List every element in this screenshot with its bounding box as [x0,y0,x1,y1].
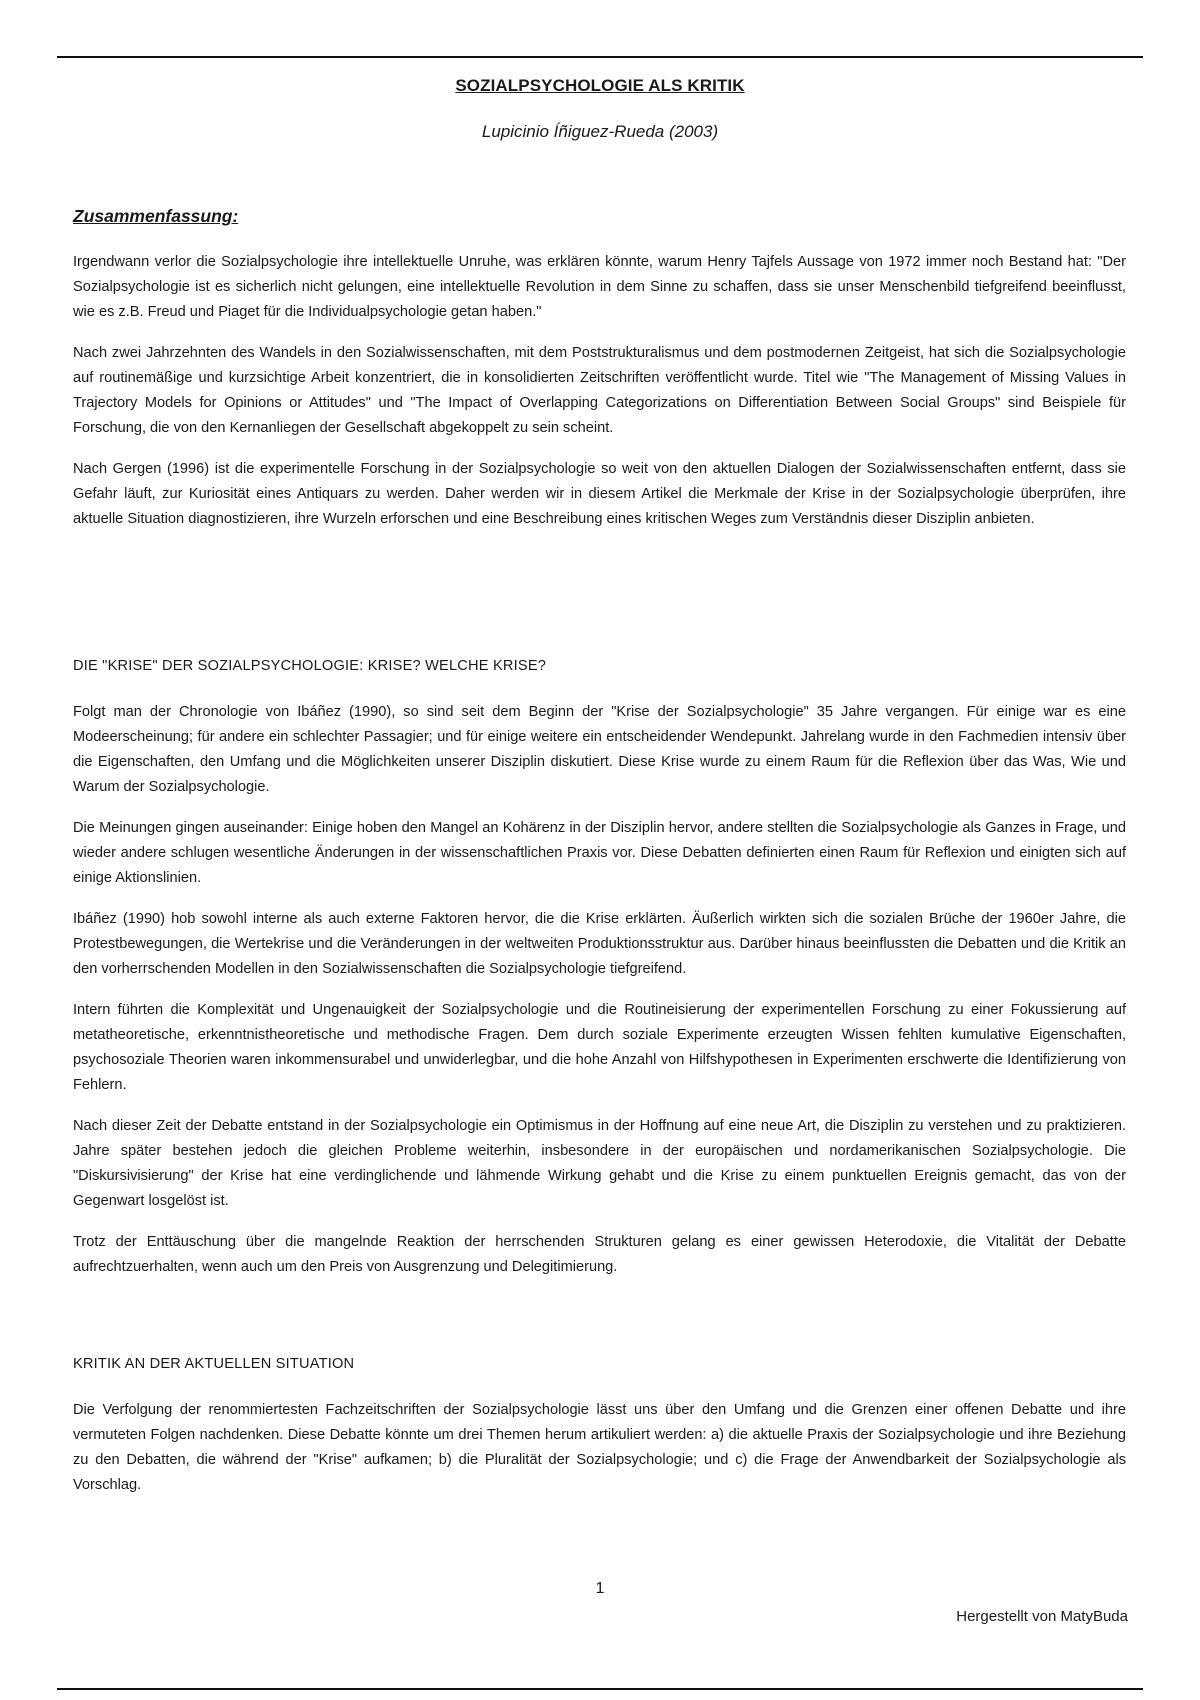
credit-line: Hergestellt von MatyBuda [956,1608,1128,1625]
paragraph: Irgendwann verlor die Sozialpsychologie ihre intellektuelle Unruhe, was erklären könnte, warum Henry Tajfels Aussage von 1972 immer noch Bestand hat: "Der Sozialpsychologie ist es sicherlich nicht gelungen, eine intellektuelle Revolution in dem Sinne zu schaffen, dass sie unser Menschenbild tiefgreifend beeinflusst, wie es z.B. Freud und Piaget für die Individualpsychologie getan haben." [73,254,1126,320]
paragraph: Nach Gergen (1996) ist die experimentelle Forschung in der Sozialpsychologie so weit von den aktuellen Dialogen der Sozialwissenschaften entfernt, dass sie Gefahr läuft, zur Kuriosität eines Antiquars zu werden. Daher werden wir in diesem Artikel die Merkmale der Krise in der Sozialpsychologie überprüfen, ihre aktuelle Situation diagnostizieren, ihre Wurzeln erforschen und eine Beschreibung eines kritischen Weges zum Verständnis dieser Disziplin anbieten. [73,461,1126,527]
paragraph: Trotz der Enttäuschung über die mangelnde Reaktion der herrschenden Strukturen gelang es einer gewissen Heterodoxie, die Vitalität der Debatte aufrechtzuerhalten, wenn auch um den Preis von Ausgrenzung und Delegitimierung. [73,1234,1126,1275]
paragraph: Die Verfolgung der renommiertesten Fachzeitschriften der Sozialpsychologie lässt uns über den Umfang und die Grenzen einer offenen Debatte und ihre vermuteten Folgen nachdenken. Diese Debatte könnte um drei Themen herum artikuliert werden: a) die aktuelle Praxis der Sozialpsychologie und ihre Beziehung zu den Debatten, die während der "Krise" aufkamen; b) die Pluralität der Sozialpsychologie; und c) die Frage der Anwendbarkeit der Sozialpsychologie als Vorschlag. [73,1402,1126,1493]
section-heading-crisis: DIE "KRISE" DER SOZIALPSYCHOLOGIE: KRISE? WELCHE KRISE? [73,658,547,674]
summary-section [73,250,1126,548]
paragraph: Nach zwei Jahrzehnten des Wandels in den Sozialwissenschaften, mit dem Poststrukturalismus und dem postmodernen Zeitgeist, hat sich die Sozialpsychologie auf routinemäßige und kurzsichtige Arbeit konzentriert, die in konsolidierten Zeitschriften veröffentlicht wurde. Titel wie "The Management of Missing Values in Trajectory Models for Opinions or Attitudes" und "The Impact of Overlapping Categorizations on Differentiation Between Social Groups" sind Beispiele für Forschung, die von den Kernanliegen der Gesellschaft abgekoppelt zu sein scheint. [73,345,1126,436]
paragraph: Ibáñez (1990) hob sowohl interne als auch externe Faktoren hervor, die die Krise erklärten. Äußerlich wirkten sich die sozialen Brüche der 1960er Jahre, die Protestbewegungen, die Wertekrise und die Veränderungen in der weltweiten Produktionsstruktur aus. Darüber hinaus beeinflussten die Debatten und die Kritik an den vorherrschenden Modellen in den Sozialwissenschaften die Sozialpsychologie tiefgreifend. [73,911,1126,977]
paragraph: Folgt man der Chronologie von Ibáñez (1990), so sind seit dem Beginn der "Krise der Sozialpsychologie" 35 Jahre vergangen. Für einige war es eine Modeerscheinung; für andere ein schlechter Passagier; und für einige weitere ein entscheidender Wendepunkt. Jahrelang wurde in den Fachmedien intensiv über die Eigenschaften, den Umfang und die Möglichkeiten unserer Disziplin diskutiert. Diese Krise wurde zu einem Raum für die Reflexion über das Was, Wie und Warum der Sozialpsychologie. [73,704,1126,795]
top-rule [57,56,1143,58]
paragraph: Die Meinungen gingen auseinander: Einige hoben den Mangel an Kohärenz in der Disziplin hervor, andere stellten die Sozialpsychologie als Ganzes in Frage, und wieder andere schlugen wesentliche Änderungen in der wissenschaftlichen Praxis vor. Diese Debatten definierten einen Raum für Reflexion und einigten sich auf einige Aktionslinien. [73,820,1126,886]
crisis-section [73,700,1126,1296]
document-title: SOZIALPSYCHOLOGIE ALS KRITIK [455,76,745,95]
section-heading-critique: KRITIK AN DER AKTUELLEN SITUATION [73,1356,355,1372]
bottom-rule [57,1688,1143,1690]
page-number: 1 [595,1580,605,1597]
document-author: Lupicinio Íñiguez-Rueda (2003) [481,122,719,141]
paragraph: Intern führten die Komplexität und Ungenauigkeit der Sozialpsychologie und die Routineisierung der experimentellen Forschung zu einer Fokussierung auf metatheoretische, erkenntnistheoretische und methodische Fragen. Dem durch soziale Experimente erzeugten Wissen fehlten kumulative Eigenschaften, psychosoziale Theorien waren inkommensurabel und unwiderlegbar, und die hohe Anzahl von Hilfshypothesen in Experimenten erschwerte die Identifizierung von Fehlern. [73,1002,1126,1093]
paragraph: Nach dieser Zeit der Debatte entstand in der Sozialpsychologie ein Optimismus in der Hoffnung auf eine neue Art, die Disziplin zu verstehen und zu praktizieren. Jahre später bestehen jedoch die gleichen Probleme weiterhin, insbesondere in der europäischen und nordamerikanischen Sozialpsychologie. Die "Diskursivisierung" der Krise hat eine verdinglichende und lähmende Wirkung gehabt und die Krise zu einem punktuellen Ereignis gemacht, das von der Gegenwart losgelöst ist. [73,1118,1126,1209]
summary-heading: Zusammenfassung: [73,206,239,226]
critique-section [73,1398,1126,1514]
